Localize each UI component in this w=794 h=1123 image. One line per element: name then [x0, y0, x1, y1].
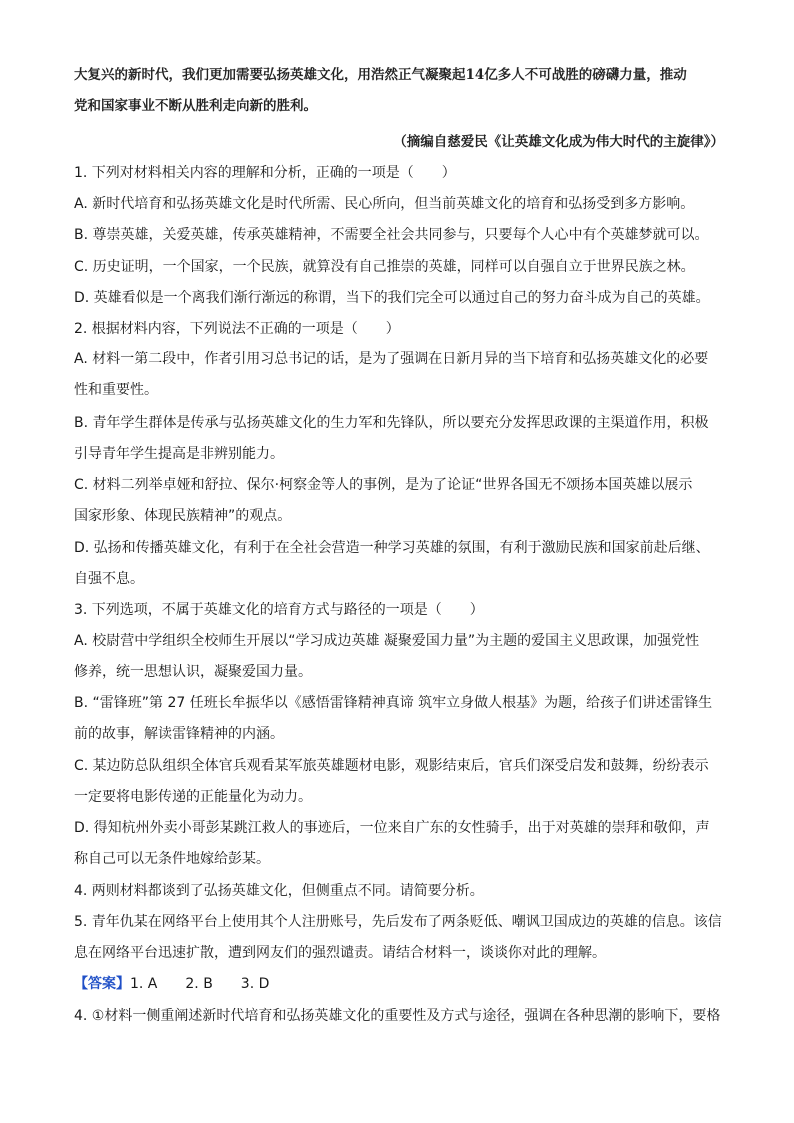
question-1-option-a: A. 新时代培育和弘扬英雄文化是时代所需、民心所向，但当前英雄文化的培育和弘扬受到多方影响。: [74, 196, 695, 212]
answer-line: [74, 973, 726, 993]
question-3-stem: 3. 下列选项，不属于英雄文化的培育方式与路径的一项是（ ）: [74, 602, 484, 618]
question-3-option-a-cont: 修养，统一思想认识，凝聚爱国力量。: [74, 664, 312, 680]
question-3-option-b-cont: 前的故事，解读雷锋精神的内涵。: [74, 726, 284, 742]
intro-paragraph: [74, 60, 724, 122]
answer-tag: 【答案】: [74, 976, 130, 992]
question-1-stem: 1. 下列对材料相关内容的理解和分析，正确的一项是（ ）: [74, 165, 456, 181]
explanation-line-1: 4. ①材料一侧重阐述新时代培育和弘扬英雄文化的重要性及方式与途径，强调在各种思潮的影响下，要格: [74, 1008, 721, 1024]
intro-line-1: 大复兴的新时代，我们更加需要弘扬英雄文化，用浩然正气凝聚起14亿多人不可战胜的磅礴力量，推动: [74, 67, 687, 83]
question-3-option-d-cont: 称自己可以无条件地嫁给彭某。: [74, 851, 270, 867]
question-4-stem: 4. 两则材料都谈到了弘扬英雄文化，但侧重点不同。请简要分析。: [74, 883, 484, 899]
question-5-stem: 5. 青年仇某在网络平台上使用其个人注册账号，先后发布了两条贬低、嘲讽卫国成边的英雄的信息。该信: [74, 914, 722, 930]
question-2-stem: 2. 根据材料内容，下列说法不正确的一项是（ ）: [74, 321, 400, 337]
question-3-option-c: C. 某边防总队组织全体官兵观看某军旅英雄题材电影，观影结束后，官兵们深受启发和鼓舞，纷纷表示: [74, 758, 709, 774]
question-1-option-d: D. 英雄看似是一个离我们渐行渐远的称谓，当下的我们完全可以通过自己的努力奋斗成为自己的英雄。: [74, 290, 710, 306]
question-3-option-c-cont: 一定要将电影传递的正能量化为动力。: [74, 789, 312, 805]
question-1-option-c: C. 历史证明，一个国家，一个民族，就算没有自己推崇的英雄，同样可以自强自立于世界民族之林。: [74, 259, 695, 275]
question-2-option-c: C. 材料二列举卓娅和舒拉、保尔·柯察金等人的事例，是为了论证“世界各国无不颂扬本国英雄以展示: [74, 477, 693, 493]
question-1-option-b: B. 尊崇英雄，关爱英雄，传承英雄精神，不需要全社会共同参与，只要每个人心中有个英雄梦就可以。: [74, 227, 709, 243]
question-5-stem-cont: 息在网络平台迅速扩散，遭到网友们的强烈谴责。请结合材料一，谈谈你对此的理解。: [74, 945, 606, 961]
question-2-option-a: A. 材料一第二段中，作者引用习总书记的话，是为了强调在日新月异的当下培育和弘扬英雄文化的必要: [74, 351, 709, 367]
source-citation: （摘编自慈爱民《让英雄文化成为伟大时代的主旋律》）: [393, 134, 724, 150]
answer-text: 1. A 2. B 3. D: [130, 976, 270, 992]
question-2-option-b-cont: 引导青年学生提高是非辨别能力。: [74, 446, 284, 462]
question-3-option-a: A. 校尉营中学组织全校师生开展以“学习成边英雄 凝聚爱国力量”为主题的爱国主义思政课，加强党性: [74, 633, 700, 649]
question-2-option-d: D. 弘扬和传播英雄文化，有利于在全社会营造一种学习英雄的氛围，有利于激励民族和国家前赴后继、: [74, 540, 710, 556]
question-2-option-d-cont: 自强不息。: [74, 571, 144, 587]
intro-line-2: 党和国家事业不断从胜利走向新的胜利。: [74, 98, 317, 114]
question-3-option-b: B. “雷锋班”第 27 任班长牟振华以《感悟雷锋精神真谛 筑牢立身做人根基》为题，给孩子们讲述雷锋生: [74, 695, 713, 711]
question-3-option-d: D. 得知杭州外卖小哥彭某跳江救人的事迹后，一位来自广东的女性骑手，出于对英雄的崇拜和敬仰，声: [74, 820, 710, 836]
question-2-option-a-cont: 性和重要性。: [74, 382, 158, 398]
question-2-option-c-cont: 国家形象、体现民族精神”的观点。: [74, 508, 292, 524]
question-2-option-b: B. 青年学生群体是传承与弘扬英雄文化的生力军和先锋队，所以要充分发挥思政课的主渠道作用，积极: [74, 415, 709, 431]
